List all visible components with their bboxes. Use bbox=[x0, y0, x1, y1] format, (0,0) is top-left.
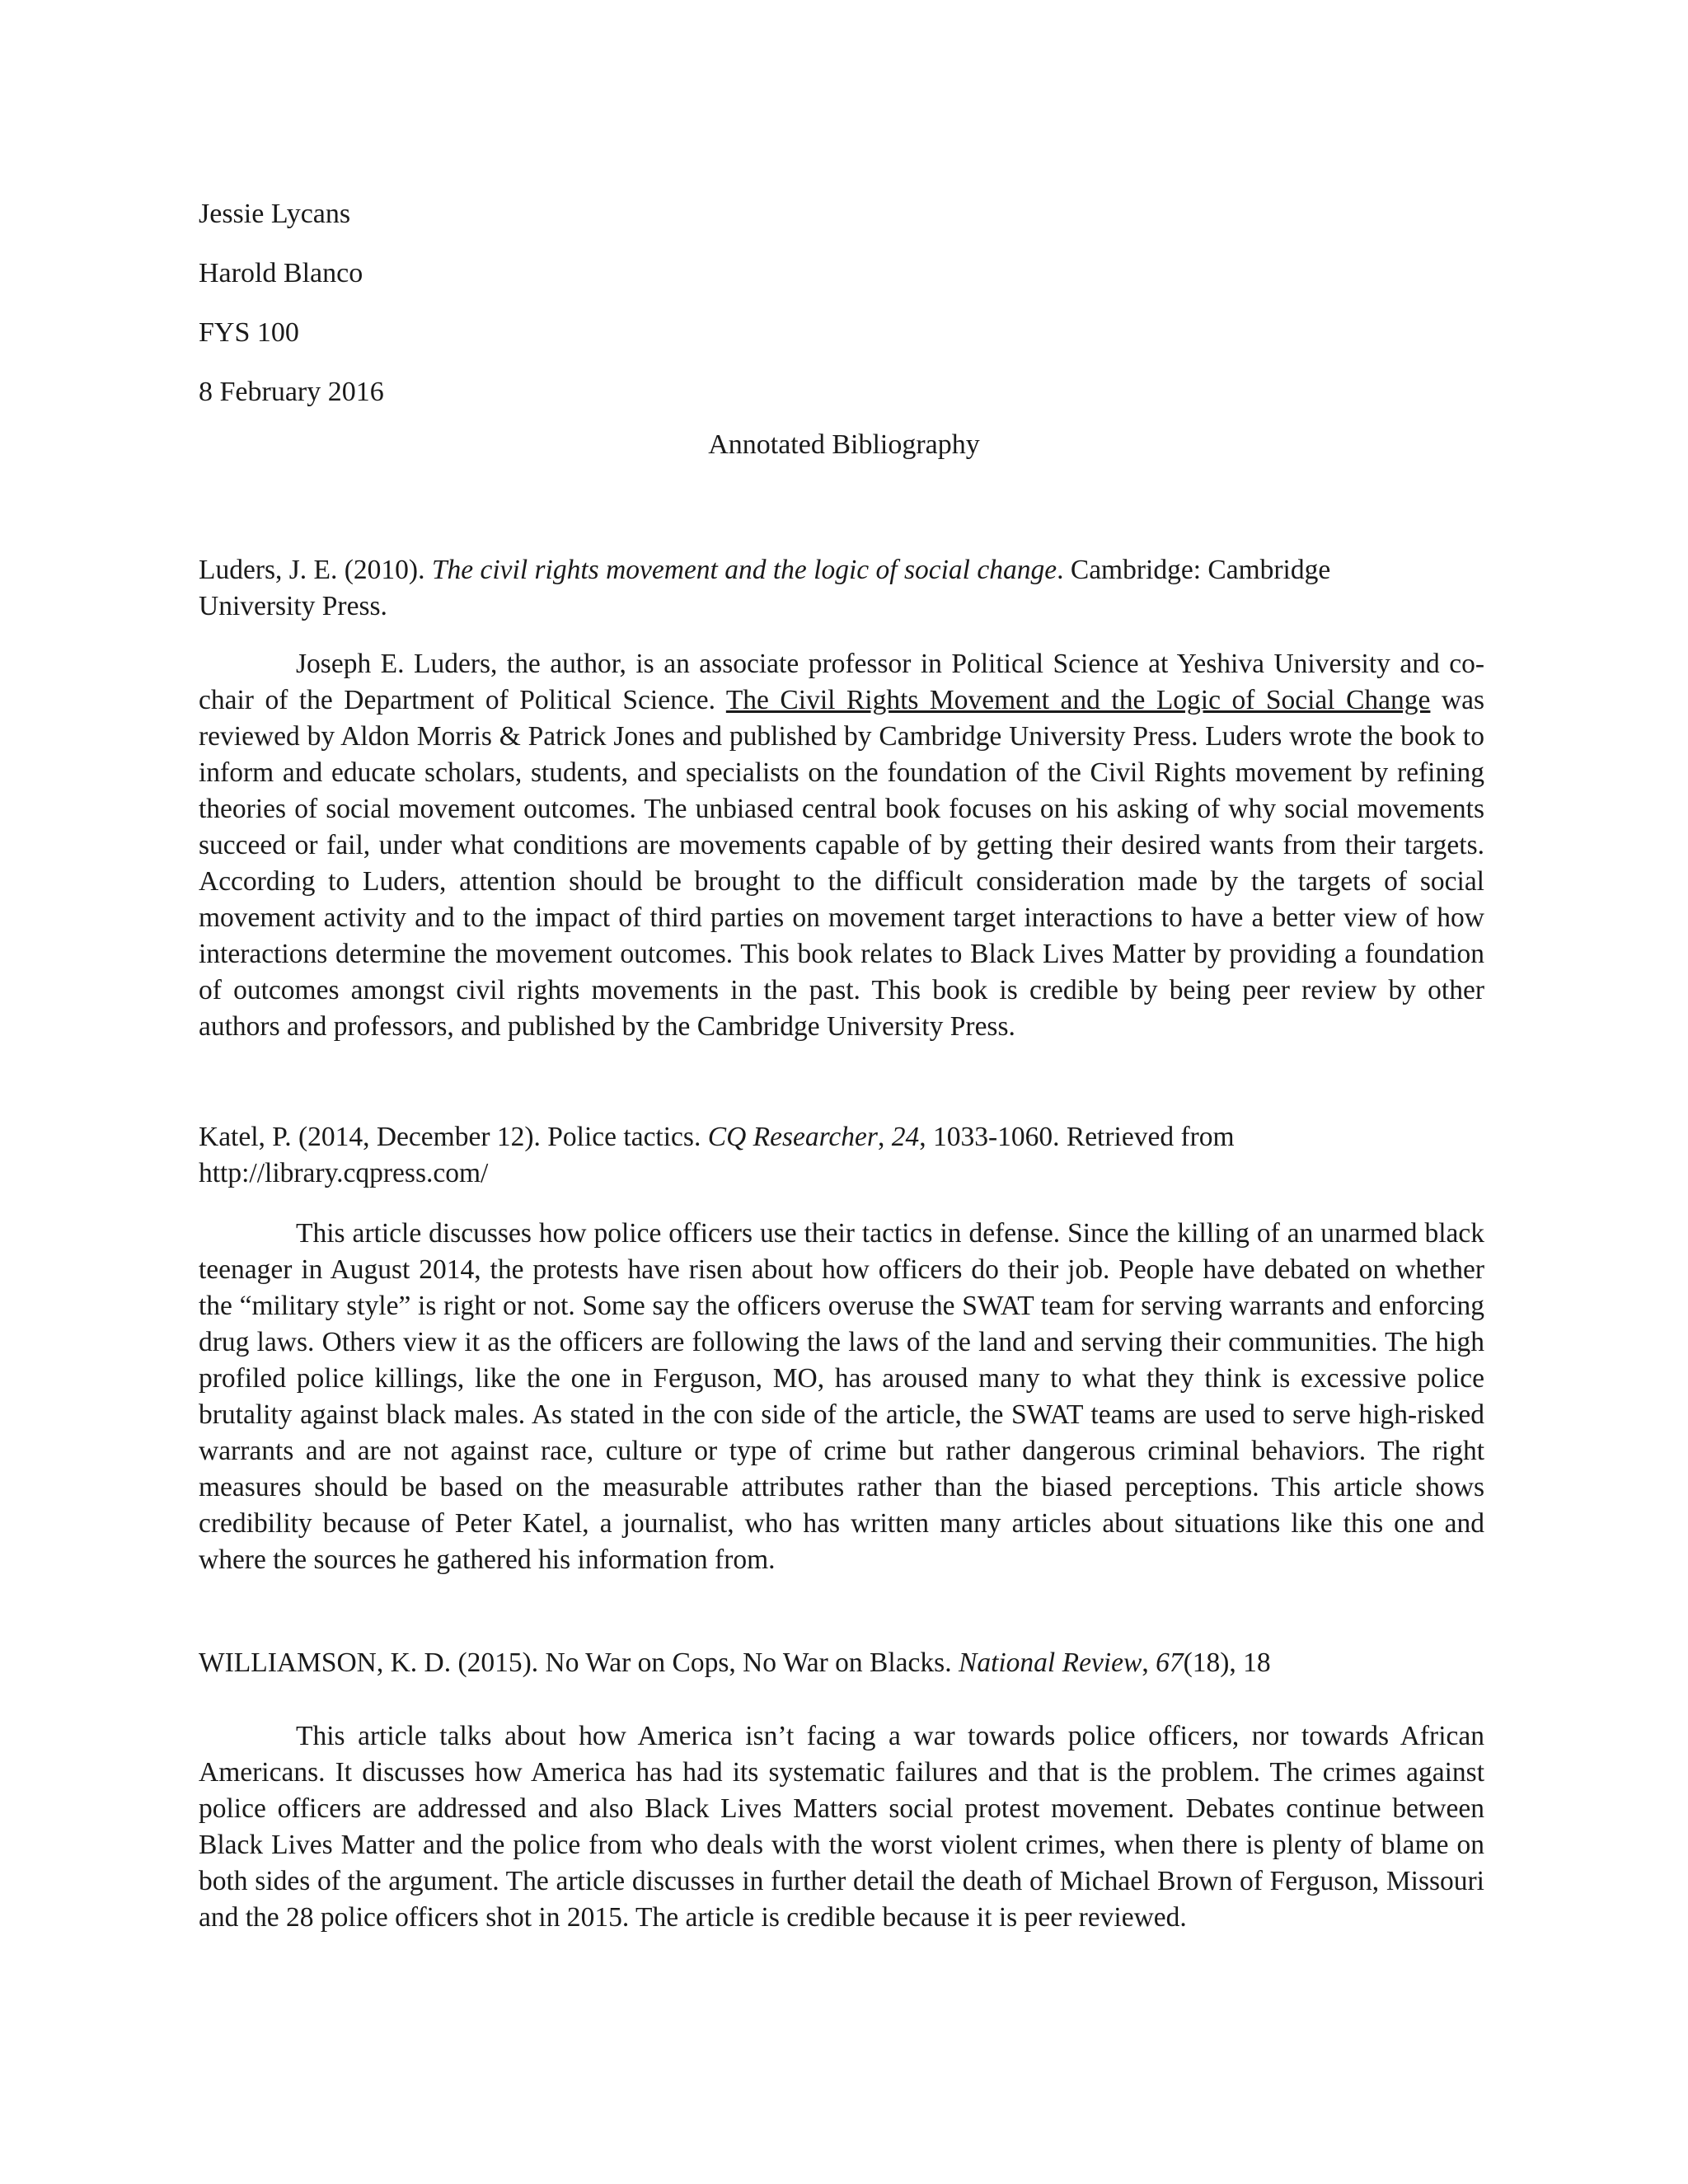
citation-separator: , bbox=[1142, 1647, 1156, 1678]
citation-separator: , bbox=[877, 1122, 892, 1152]
date: 8 February 2016 bbox=[199, 377, 384, 407]
citation-line bbox=[199, 1119, 1484, 1155]
citation-volume: 24 bbox=[891, 1122, 920, 1152]
citation-publisher: . Cambridge: Cambridge bbox=[1057, 555, 1331, 585]
annotation-text-cont: was reviewed by Aldon Morris & Patrick Jones and published by Cambridge University Press. Luders wrote the book to inform and educate scholars, students, and specialists on the foundation of the Civil Rights movement by refining theories of social movement outcomes. The unbiased central book focuses on his asking of why social movements succeed or fail, under what conditions are movements capable of by getting their desired wants from their targets. According to Luders, attention should be brought to the difficult consideration made by the targets of social movement activity and to the impact of third parties on movement target interactions to have a better view of how interactions determine the movement outcomes. This book relates to Black Lives Matter by providing a foundation of outcomes amongst civil rights movements in the past. This book is credible by being peer review by other authors and professors, and published by the Cambridge University Press. bbox=[199, 685, 1484, 1042]
annotation-luders bbox=[199, 646, 1484, 1045]
citation-line bbox=[199, 1645, 1484, 1681]
course-name: FYS 100 bbox=[199, 317, 299, 348]
citation-book-title: The civil rights movement and the logic of social change bbox=[431, 555, 1057, 585]
citation-pages: , 1033-1060. Retrieved from bbox=[919, 1122, 1235, 1152]
citation-luders bbox=[199, 552, 1484, 625]
annotation-katel bbox=[199, 1216, 1484, 1578]
citation-author: Katel, P. (2014, December 12). Police tactics. bbox=[199, 1122, 708, 1152]
citation-journal: National Review bbox=[958, 1647, 1142, 1678]
annotation-williamson bbox=[199, 1718, 1484, 1936]
citation-issue-pages: (18), 18 bbox=[1183, 1647, 1271, 1678]
student-name: Jessie Lycans bbox=[199, 199, 351, 229]
annotation-text: This article discusses how police officers use their tactics in defense. Since the killing of an unarmed black teenager in August 2014, the protests have risen about how officers do their job. People have debated on whether the “military style” is right or not. Some say the officers overuse the SWAT team for serving warrants and enforcing drug laws. Others view it as the officers are following the laws of the land and serving their communities. The high profiled police killings, like the one in Ferguson, MO, has aroused many to what they think is excessive police brutality against black males. As stated in the con side of the article, the SWAT teams are used to serve high-risked warrants and are not against race, culture or type of crime but rather dangerous criminal behaviors. The right measures should be based on the measurable attributes rather than the biased perceptions. This article shows credibility because of Peter Katel, a journalist, who has written many articles about situations like this one and where the sources he gathered his information from. bbox=[199, 1218, 1484, 1575]
citation-url: http://library.cqpress.com/ bbox=[199, 1158, 489, 1188]
citation-publisher-cont: University Press. bbox=[199, 591, 387, 621]
page-title: Annotated Bibliography bbox=[708, 429, 980, 460]
annotation-text: This article talks about how America isn’t facing a war towards police officers, nor towards African Americans. It discusses how America has had its systematic failures and that is the problem. The crimes against police officers are addressed and also Black Lives Matters social protest movement. Debates continue between Black Lives Matter and the police from who deals with the worst violent crimes, when there is plenty of blame on both sides of the argument. The article discusses in further detail the death of Michael Brown of Ferguson, Missouri and the 28 police officers shot in 2015. The article is credible because it is peer reviewed. bbox=[199, 1721, 1484, 1933]
annotation-underlined-title: The Civil Rights Movement and the Logic of Social Change bbox=[725, 685, 1431, 715]
citation-volume: 67 bbox=[1156, 1647, 1184, 1678]
citation-katel bbox=[199, 1119, 1484, 1192]
citation-author: WILLIAMSON, K. D. (2015). No War on Cops, No War on Blacks. bbox=[199, 1647, 959, 1678]
citation-journal: CQ Researcher bbox=[707, 1122, 878, 1152]
citation-williamson bbox=[199, 1645, 1484, 1681]
annotation-text: Joseph E. Luders, the author, is an associate professor in Political Science at Yeshiva University and co-chair of the Department of Political Science. bbox=[199, 649, 1484, 715]
citation-author: Luders, J. E. (2010). bbox=[199, 555, 432, 585]
citation-line bbox=[199, 552, 1484, 588]
instructor-name: Harold Blanco bbox=[199, 258, 363, 288]
